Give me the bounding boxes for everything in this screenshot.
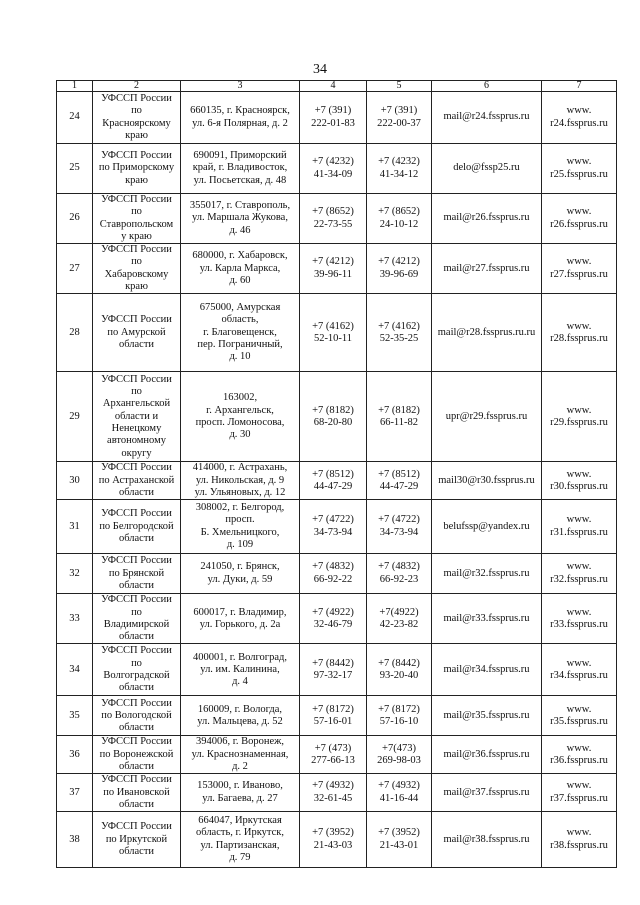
office-name: УФССП России по Приморскому краю: [93, 144, 181, 194]
office-phone: +7 (8442) 97-32-17: [300, 644, 367, 696]
row-number: 35: [57, 696, 93, 736]
office-email: mail@r27.fssprus.ru: [432, 244, 542, 294]
column-header: 6: [432, 81, 542, 92]
office-website: www. r38.fssprus.ru: [542, 812, 617, 868]
office-fax: +7 (8652) 24-10-12: [367, 194, 432, 244]
office-name: УФССП России по Ставропольском у краю: [93, 194, 181, 244]
table-row: [57, 462, 617, 500]
office-name: УФССП России по Ивановской области: [93, 774, 181, 812]
row-number: 29: [57, 372, 93, 462]
office-phone: +7 (8652) 22-73-55: [300, 194, 367, 244]
office-fax: +7 (8182) 66-11-82: [367, 372, 432, 462]
office-phone: +7 (4922) 32-46-79: [300, 594, 367, 644]
office-address: 690091, Приморский край, г. Владивосток, ул. Посьетская, д. 48: [181, 144, 300, 194]
office-name: УФССП России по Амурской области: [93, 294, 181, 372]
row-number: 36: [57, 736, 93, 774]
row-number: 25: [57, 144, 93, 194]
table-row: [57, 594, 617, 644]
office-fax: +7(4922) 42-23-82: [367, 594, 432, 644]
office-address: 355017, г. Ставрополь, ул. Маршала Жукова, д. 46: [181, 194, 300, 244]
office-address: 153000, г. Иваново, ул. Багаева, д. 27: [181, 774, 300, 812]
fssp-offices-table: [56, 80, 617, 868]
office-email: upr@r29.fssprus.ru: [432, 372, 542, 462]
office-email: belufssp@yandex.ru: [432, 500, 542, 554]
office-address: 394006, г. Воронеж, ул. Краснознаменная, д. 2: [181, 736, 300, 774]
table-row: [57, 812, 617, 868]
table-row: [57, 736, 617, 774]
office-phone: +7 (391) 222-01-83: [300, 92, 367, 144]
row-number: 24: [57, 92, 93, 144]
column-header: 2: [93, 81, 181, 92]
office-phone: +7 (4722) 34-73-94: [300, 500, 367, 554]
office-email: mail@r36.fssprus.ru: [432, 736, 542, 774]
column-header: 7: [542, 81, 617, 92]
office-email: mail@r24.fssprus.ru: [432, 92, 542, 144]
table-row: [57, 244, 617, 294]
office-phone: +7 (4832) 66-92-22: [300, 554, 367, 594]
office-website: www. r32.fssprus.ru: [542, 554, 617, 594]
office-address: 160009, г. Вологда, ул. Мальцева, д. 52: [181, 696, 300, 736]
office-phone: +7 (4212) 39-96-11: [300, 244, 367, 294]
office-website: www. r34.fssprus.ru: [542, 644, 617, 696]
office-email: mail@r35.fssprus.ru: [432, 696, 542, 736]
office-email: mail@r34.fssprus.ru: [432, 644, 542, 696]
table-row: [57, 644, 617, 696]
office-email: mail@r32.fssprus.ru: [432, 554, 542, 594]
office-website: www. r35.fssprus.ru: [542, 696, 617, 736]
office-fax: +7 (391) 222-00-37: [367, 92, 432, 144]
office-email: mail@r33.fssprus.ru: [432, 594, 542, 644]
row-number: 34: [57, 644, 93, 696]
office-fax: +7 (8512) 44-47-29: [367, 462, 432, 500]
office-website: www. r36.fssprus.ru: [542, 736, 617, 774]
office-name: УФССП России по Красноярскому краю: [93, 92, 181, 144]
office-name: УФССП России по Хабаровскому краю: [93, 244, 181, 294]
office-name: УФССП России по Иркутской области: [93, 812, 181, 868]
office-address: 680000, г. Хабаровск, ул. Карла Маркса, д. 60: [181, 244, 300, 294]
office-address: 308002, г. Белгород, просп. Б. Хмельницкого, д. 109: [181, 500, 300, 554]
office-name: УФССП России по Владимирской области: [93, 594, 181, 644]
office-fax: +7 (8172) 57-16-10: [367, 696, 432, 736]
office-fax: +7 (4832) 66-92-23: [367, 554, 432, 594]
office-email: mail@r38.fssprus.ru: [432, 812, 542, 868]
office-phone: +7 (4162) 52-10-11: [300, 294, 367, 372]
office-fax: +7 (4932) 41-16-44: [367, 774, 432, 812]
office-fax: +7 (4722) 34-73-94: [367, 500, 432, 554]
office-name: УФССП России по Воронежской области: [93, 736, 181, 774]
office-phone: +7 (8172) 57-16-01: [300, 696, 367, 736]
office-email: mail@r26.fssprus.ru: [432, 194, 542, 244]
office-website: www. r31.fssprus.ru: [542, 500, 617, 554]
office-name: УФССП России по Вологодской области: [93, 696, 181, 736]
office-website: www. r29.fssprus.ru: [542, 372, 617, 462]
column-header: 3: [181, 81, 300, 92]
table-row: [57, 696, 617, 736]
column-header: 4: [300, 81, 367, 92]
office-name: УФССП России по Волгоградской области: [93, 644, 181, 696]
office-phone: +7 (4232) 41-34-09: [300, 144, 367, 194]
row-number: 26: [57, 194, 93, 244]
table-row: [57, 194, 617, 244]
office-phone: +7 (8512) 44-47-29: [300, 462, 367, 500]
office-website: www. r24.fssprus.ru: [542, 92, 617, 144]
office-website: www. r30.fssprus.ru: [542, 462, 617, 500]
office-fax: +7(473) 269-98-03: [367, 736, 432, 774]
office-phone: +7 (8182) 68-20-80: [300, 372, 367, 462]
office-name: УФССП России по Архангельской области и Ненецкому автономному округу: [93, 372, 181, 462]
office-name: УФССП России по Брянской области: [93, 554, 181, 594]
office-fax: +7 (3952) 21-43-01: [367, 812, 432, 868]
office-email: mail@r37.fssprus.ru: [432, 774, 542, 812]
office-address: 241050, г. Брянск, ул. Дуки, д. 59: [181, 554, 300, 594]
office-fax: +7 (4232) 41-34-12: [367, 144, 432, 194]
table-row: [57, 372, 617, 462]
table-row: [57, 554, 617, 594]
row-number: 37: [57, 774, 93, 812]
column-header-row: [57, 81, 617, 92]
office-name: УФССП России по Астраханской области: [93, 462, 181, 500]
office-name: УФССП России по Белгородской области: [93, 500, 181, 554]
office-address: 675000, Амурская область, г. Благовещенск, пер. Пограничный, д. 10: [181, 294, 300, 372]
table-row: [57, 92, 617, 144]
office-website: www. r28.fssprus.ru: [542, 294, 617, 372]
page-number: 34: [313, 62, 327, 77]
row-number: 38: [57, 812, 93, 868]
row-number: 27: [57, 244, 93, 294]
table-row: [57, 774, 617, 812]
office-email: delo@fssp25.ru: [432, 144, 542, 194]
office-fax: +7 (4162) 52-35-25: [367, 294, 432, 372]
office-email: mail@r28.fssprus.ru.ru: [432, 294, 542, 372]
office-website: www. r26.fssprus.ru: [542, 194, 617, 244]
office-phone: +7 (473) 277-66-13: [300, 736, 367, 774]
office-website: www. r27.fssprus.ru: [542, 244, 617, 294]
office-fax: +7 (4212) 39-96-69: [367, 244, 432, 294]
row-number: 28: [57, 294, 93, 372]
row-number: 33: [57, 594, 93, 644]
column-header: 1: [57, 81, 93, 92]
office-address: 664047, Иркутская область, г. Иркутск, ул. Партизанская, д. 79: [181, 812, 300, 868]
row-number: 30: [57, 462, 93, 500]
column-header: 5: [367, 81, 432, 92]
table-row: [57, 500, 617, 554]
office-address: 163002, г. Архангельск, просп. Ломоносова, д. 30: [181, 372, 300, 462]
row-number: 31: [57, 500, 93, 554]
office-phone: +7 (4932) 32-61-45: [300, 774, 367, 812]
table-row: [57, 144, 617, 194]
office-address: 600017, г. Владимир, ул. Горького, д. 2а: [181, 594, 300, 644]
office-fax: +7 (8442) 93-20-40: [367, 644, 432, 696]
office-email: mail30@r30.fssprus.ru: [432, 462, 542, 500]
office-website: www. r37.fssprus.ru: [542, 774, 617, 812]
office-address: 414000, г. Астрахань, ул. Никольская, д. 9 ул. Ульяновых, д. 12: [181, 462, 300, 500]
office-phone: +7 (3952) 21-43-03: [300, 812, 367, 868]
office-address: 660135, г. Красноярск, ул. 6-я Полярная, д. 2: [181, 92, 300, 144]
office-website: www. r33.fssprus.ru: [542, 594, 617, 644]
office-address: 400001, г. Волгоград, ул. им. Калинина, д. 4: [181, 644, 300, 696]
office-website: www. r25.fssprus.ru: [542, 144, 617, 194]
table-row: [57, 294, 617, 372]
row-number: 32: [57, 554, 93, 594]
